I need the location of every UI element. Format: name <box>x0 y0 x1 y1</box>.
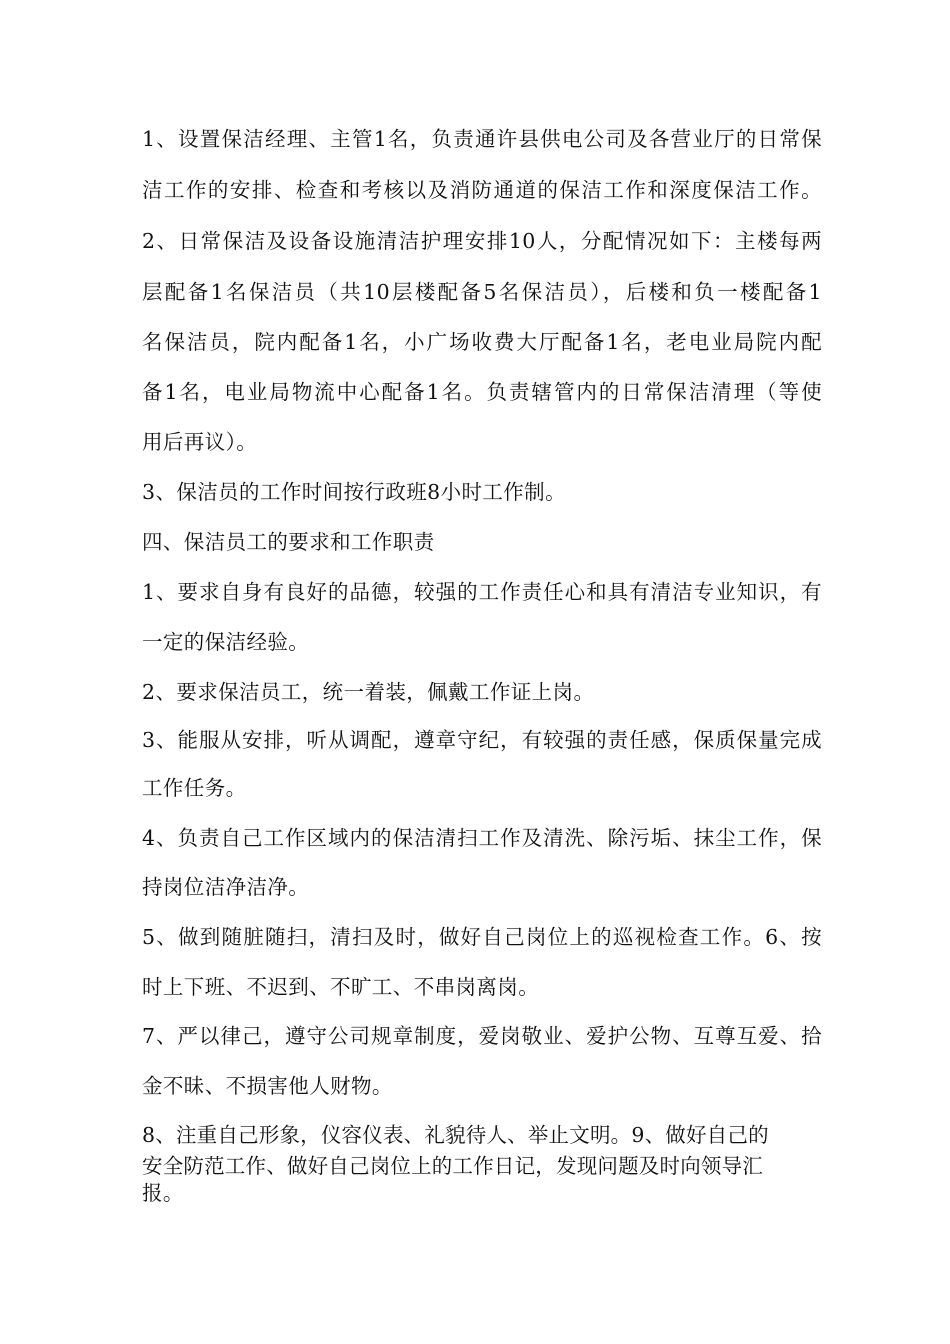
text-line: 层配备1名保洁员（共10层楼配备5名保洁员），后楼和负一楼配备1 <box>142 280 822 304</box>
text-line: 8、注重自己形象，仪容仪表、礼貌待人、举止文明。9、做好自己的 <box>142 1123 769 1147</box>
text-line: 2、要求保洁员工，统一着装，佩戴工作证上岗。 <box>142 680 595 704</box>
text-line: 4、负责自己工作区域内的保洁清扫工作及清洗、除污垢、抹尘工作，保 <box>142 826 822 850</box>
text-line: 备1名，电业局物流中心配备1名。负责辖管内的日常保洁清理（等使 <box>142 380 822 404</box>
text-line: 金不昧、不损害他人财物。 <box>142 1074 393 1098</box>
text-line: 一定的保洁经验。 <box>142 630 310 654</box>
text-line: 用后再议）。 <box>142 430 258 454</box>
text-line: 时上下班、不迟到、不旷工、不串岗离岗。 <box>142 975 540 999</box>
section-heading: 四、保洁员工的要求和工作职责 <box>142 530 435 554</box>
text-line: 报。 <box>142 1181 184 1205</box>
text-line: 1、要求自身有良好的品德，较强的工作责任心和具有清洁专业知识，有 <box>142 580 822 604</box>
text-line: 1、设置保洁经理、主管1名，负责通许县供电公司及各营业厅的日常保 <box>142 127 822 151</box>
text-line: 洁工作的安排、检查和考核以及消防通道的保洁工作和深度保洁工作。 <box>142 178 822 202</box>
text-line: 3、保洁员的工作时间按行政班8小时工作制。 <box>142 480 566 504</box>
text-line: 7、严以律己，遵守公司规章制度，爱岗敬业、爱护公物、互尊互爱、拾 <box>142 1024 822 1048</box>
text-line: 5、做到随脏随扫，清扫及时，做好自己岗位上的巡视检查工作。6、按 <box>142 925 822 949</box>
text-line: 名保洁员，院内配备1名，小广场收费大厅配备1名，老电业局院内配 <box>142 330 822 354</box>
text-line: 持岗位洁净洁净。 <box>142 875 310 899</box>
text-line: 工作任务。 <box>142 776 247 800</box>
text-line: 2、日常保洁及设备设施清洁护理安排10人，分配情况如下：主楼每两 <box>142 229 822 253</box>
text-line: 3、能服从安排，听从调配，遵章守纪，有较强的责任感，保质保量完成 <box>142 728 822 752</box>
text-line: 安全防范工作、做好自己岗位上的工作日记，发现问题及时向领导汇 <box>142 1154 763 1178</box>
